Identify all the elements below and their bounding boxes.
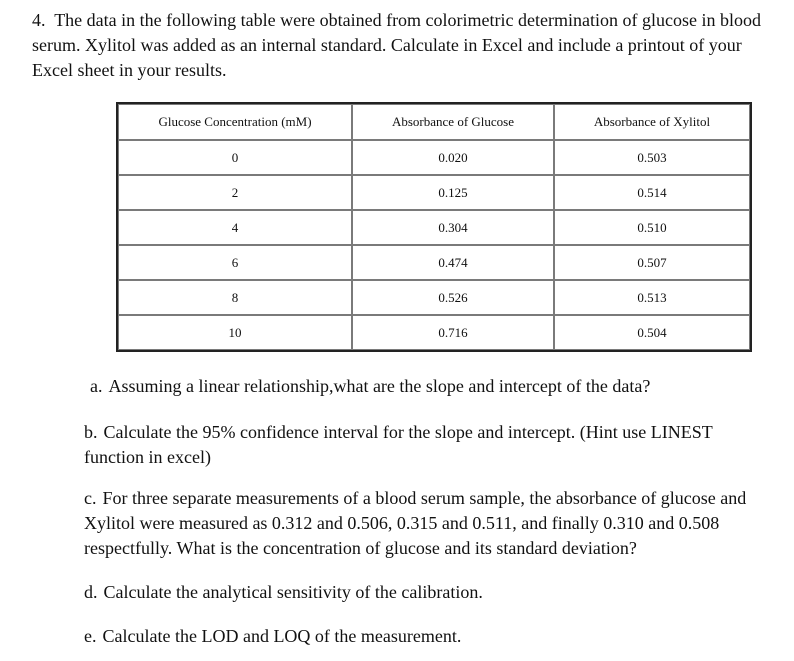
- question-b-text: Calculate the 95% confidence interval for the slope and intercept. (Hint use LINEST function in excel): [84, 422, 713, 467]
- question-d: [84, 580, 764, 605]
- cell-abs-xylitol: 0.503: [554, 140, 750, 175]
- cell-concentration: 10: [118, 315, 352, 350]
- cell-abs-xylitol: 0.514: [554, 175, 750, 210]
- table-row: [118, 280, 750, 315]
- table-row: [118, 175, 750, 210]
- cell-abs-glucose: 0.020: [352, 140, 554, 175]
- table-row: [118, 140, 750, 175]
- table-header-row: [118, 104, 750, 140]
- question-e: [84, 624, 764, 649]
- table-row: [118, 210, 750, 245]
- cell-abs-xylitol: 0.507: [554, 245, 750, 280]
- question-c-label: c.: [84, 488, 97, 508]
- question-e-text: Calculate the LOD and LOQ of the measurement.: [102, 626, 462, 646]
- cell-concentration: 8: [118, 280, 352, 315]
- cell-abs-xylitol: 0.510: [554, 210, 750, 245]
- header-absorbance-xylitol: Absorbance of Xylitol: [554, 104, 750, 140]
- question-c-text: For three separate measurements of a blood serum sample, the absorbance of glucose and Xylitol were measured as 0.312 and 0.506, 0.315 and 0.511, and finally 0.310 and 0.508 respectfully. What is the concentration of glucose and its standard deviation?: [84, 488, 747, 558]
- header-absorbance-glucose: Absorbance of Glucose: [352, 104, 554, 140]
- table-row: [118, 245, 750, 280]
- question-e-label: e.: [84, 626, 97, 646]
- question-d-label: d.: [84, 582, 98, 602]
- problem-text: The data in the following table were obtained from colorimetric determination of glucose in blood serum. Xylitol was added as an internal standard. Calculate in Excel and include a printout of your Excel sheet in your results.: [32, 10, 761, 80]
- question-a-text: Assuming a linear relationship,what are the slope and intercept of the data?: [108, 376, 651, 396]
- question-a: [90, 374, 770, 399]
- cell-abs-xylitol: 0.513: [554, 280, 750, 315]
- problem-number: 4.: [32, 10, 46, 30]
- cell-abs-glucose: 0.474: [352, 245, 554, 280]
- header-glucose-concentration: Glucose Concentration (mM): [118, 104, 352, 140]
- question-a-label: a.: [90, 376, 103, 396]
- cell-concentration: 4: [118, 210, 352, 245]
- table-row: [118, 315, 750, 350]
- cell-abs-glucose: 0.716: [352, 315, 554, 350]
- cell-concentration: 0: [118, 140, 352, 175]
- data-table: [116, 102, 752, 352]
- cell-abs-xylitol: 0.504: [554, 315, 750, 350]
- question-d-text: Calculate the analytical sensitivity of the calibration.: [103, 582, 483, 602]
- question-b: [84, 420, 764, 470]
- cell-abs-glucose: 0.125: [352, 175, 554, 210]
- question-b-label: b.: [84, 422, 98, 442]
- cell-abs-glucose: 0.304: [352, 210, 554, 245]
- cell-abs-glucose: 0.526: [352, 280, 554, 315]
- question-c: [84, 486, 764, 561]
- cell-concentration: 2: [118, 175, 352, 210]
- cell-concentration: 6: [118, 245, 352, 280]
- problem-statement: [32, 8, 772, 83]
